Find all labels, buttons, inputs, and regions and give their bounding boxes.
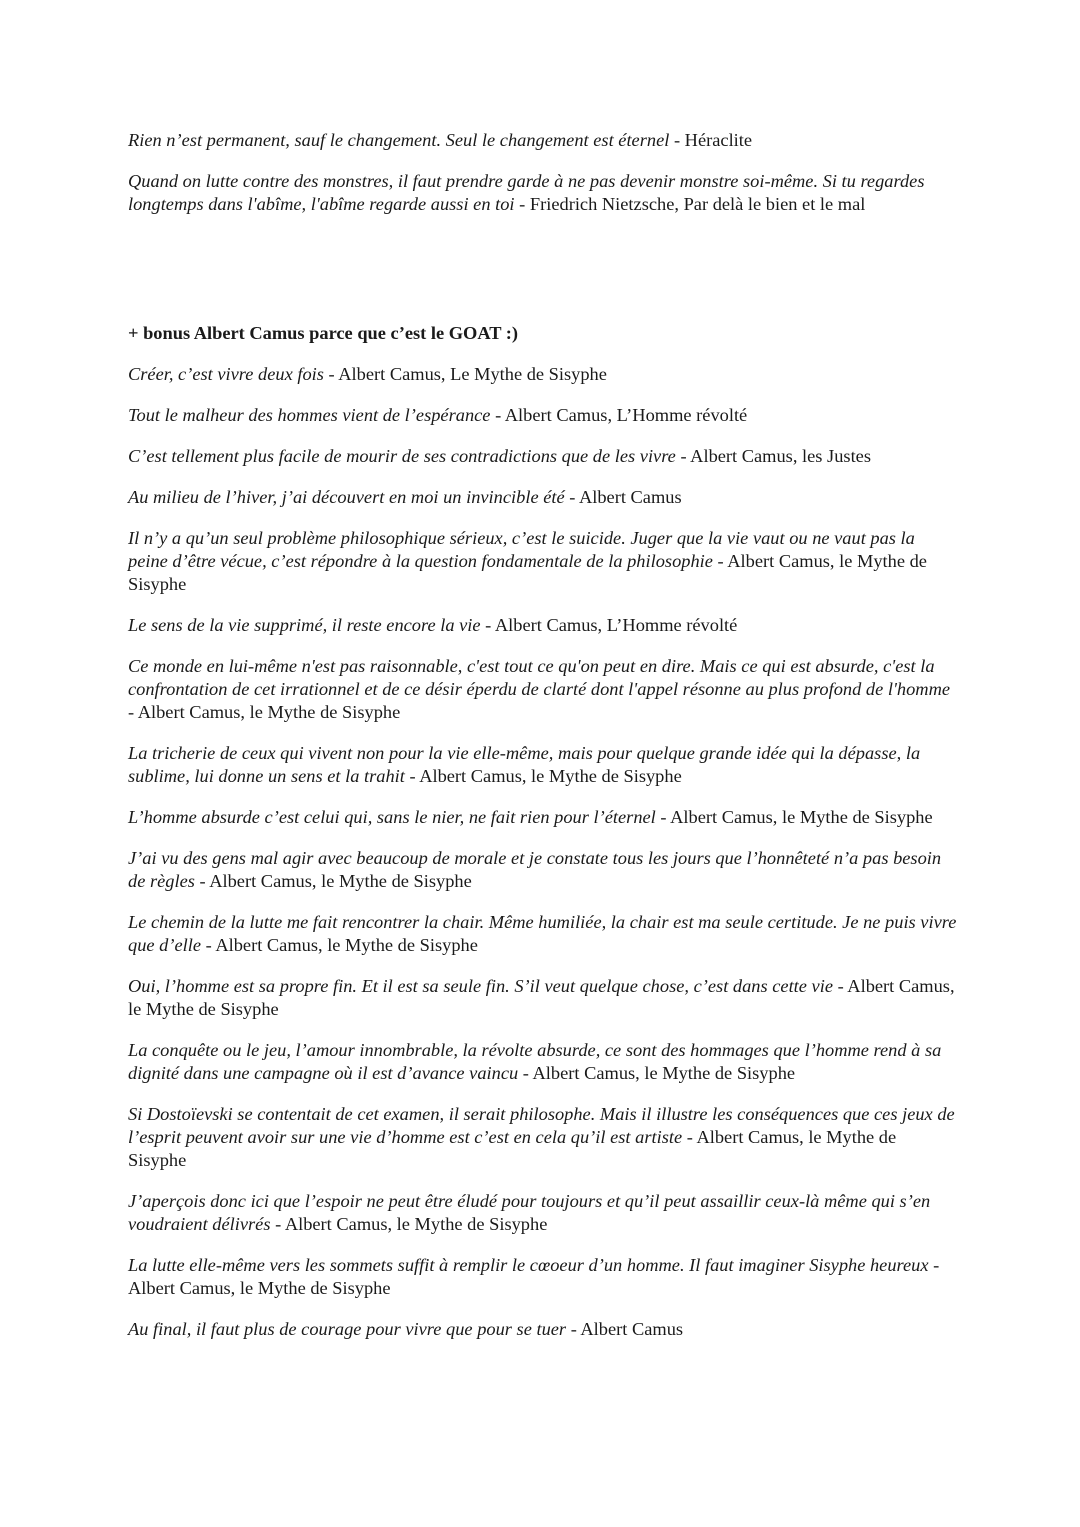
quote-text: La tricherie de ceux qui vivent non pour la vie elle-même, mais pour quelque grande idée qui la dépasse, la sublime, lui donne un sens et la trahit [128, 743, 921, 786]
quote-text: La conquête ou le jeu, l’amour innombrable, la révolte absurde, ce sont des hommages que l’homme rend à sa dignité dans une campagne où il est d’avance vaincu [128, 1040, 942, 1083]
quote-text: La lutte elle-même vers les sommets suffit à remplir le cœoeur d’un homme. Il faut imaginer Sisyphe heureux [128, 1255, 929, 1275]
quote-camus-13: La conquête ou le jeu, l’amour innombrable, la révolte absurde, ce sont des hommages que l’homme rend à sa dignité dans une campagne où il est d’avance vaincu - Albert Camus, le Mythe de Sisyphe [128, 1040, 942, 1083]
quote-source: Albert Camus, le Mythe de Sisyphe [137, 702, 401, 722]
quote-nietzsche: Quand on lutte contre des monstres, il faut prendre garde à ne pas devenir monstre soi-même. Si tu regardes longtemps dans l'abîme, l'abîme regarde aussi en toi - Friedrich Nietzsche, Par delà le bien et le mal [128, 171, 925, 214]
quote-text: Quand on lutte contre des monstres, il faut prendre garde à ne pas devenir monstre soi-même. Si tu regardes longtemps dans l'abîme, l'abîme regarde aussi en toi [128, 171, 925, 214]
quote-source: Albert Camus, le Mythe de Sisyphe [128, 1278, 391, 1298]
document-page [128, 129, 958, 1359]
quote-camus-7: Ce monde en lui-même n'est pas raisonnable, c'est tout ce qu'on peut en dire. Mais ce qui est absurde, c'est la confrontation de cet irrationnel et de ce désir éperdu de clarté dont l'appel résonne au plus profond de l'homme - Albert Camus, le Mythe de Sisyphe [128, 656, 951, 722]
quote-source: Albert Camus, le Mythe de Sisyphe [670, 807, 933, 827]
quote-text: Tout le malheur des hommes vient de l’espérance [128, 405, 491, 425]
quote-heraclite: Rien n’est permanent, sauf le changement. Seul le changement est éternel - Héraclite [128, 130, 753, 150]
quote-source: Albert Camus, le Mythe de Sisyphe [419, 766, 682, 786]
quote-camus-12: Oui, l’homme est sa propre fin. Et il est sa seule fin. S’il veut quelque chose, c’est dans cette vie - Albert Camus, le Mythe de Sisyphe [128, 976, 955, 1019]
quote-camus-4: Au milieu de l’hiver, j’ai découvert en moi un invincible été - Albert Camus [128, 487, 682, 507]
quote-camus-14: Si Dostoïevski se contentait de cet examen, il serait philosophe. Mais il illustre les conséquences que ces jeux de l’esprit peuvent avoir sur une vie d’homme est c’est en cela qu’il est artiste - Albert Camus, le Mythe de Sisyphe [128, 1104, 955, 1170]
quote-text: Il n’y a qu’un seul problème philosophique sérieux, c’est le suicide. Juger que la vie vaut ou ne vaut pas la peine d’être vécue, c’est répondre à la question fondamentale de la philosophie [128, 528, 915, 571]
quote-source: Albert Camus, le Mythe de Sisyphe [284, 1214, 548, 1234]
quote-source: Albert Camus, L’Homme révolté [494, 615, 738, 635]
quote-camus-3: C’est tellement plus facile de mourir de ses contradictions que de les vivre - Albert Camus, les Justes [128, 446, 871, 466]
quote-camus-5: Il n’y a qu’un seul problème philosophique sérieux, c’est le suicide. Juger que la vie vaut ou ne vaut pas la peine d’être vécue, c’est répondre à la question fondamentale de la philosophie - Albert Camus, le Mythe de Sisyphe [128, 528, 927, 594]
quote-source: Albert Camus, les Justes [690, 446, 871, 466]
quote-source: Albert Camus, le Mythe de Sisyphe [128, 1127, 897, 1170]
vertical-gap [128, 234, 958, 322]
quote-source: Héraclite [684, 130, 753, 150]
quote-source: Albert Camus [578, 487, 682, 507]
quote-source: Albert Camus, le Mythe de Sisyphe [209, 871, 472, 891]
quote-text: Créer, c’est vivre deux fois [128, 364, 324, 384]
quote-source: Albert Camus, le Mythe de Sisyphe [215, 935, 478, 955]
quote-source: Albert Camus [580, 1319, 684, 1339]
quote-camus-6: Le sens de la vie supprimé, il reste encore la vie - Albert Camus, L’Homme révolté [128, 615, 738, 635]
quote-source: Albert Camus, L’Homme révolté [504, 405, 748, 425]
quote-source: Albert Camus, le Mythe de Sisyphe [128, 551, 927, 594]
quote-camus-8: La tricherie de ceux qui vivent non pour la vie elle-même, mais pour quelque grande idée qui la dépasse, la sublime, lui donne un sens et la trahit - Albert Camus, le Mythe de Sisyphe [128, 743, 921, 786]
quote-text: Au milieu de l’hiver, j’ai découvert en moi un invincible été [128, 487, 565, 507]
quote-camus-15: J’aperçois donc ici que l’espoir ne peut être éludé pour toujours et qu’il peut assaillir ceux-là même qui s’en voudraient délivrés - Albert Camus, le Mythe de Sisyphe [128, 1191, 931, 1234]
quote-source: Albert Camus, le Mythe de Sisyphe [128, 976, 955, 1019]
quote-camus-10: J’ai vu des gens mal agir avec beaucoup de morale et je constate tous les jours que l’honnêteté n’a pas besoin de règles - Albert Camus, le Mythe de Sisyphe [128, 848, 942, 891]
quote-camus-2: Tout le malheur des hommes vient de l’espérance - Albert Camus, L’Homme révolté [128, 405, 748, 425]
quote-camus-9: L’homme absurde c’est celui qui, sans le nier, ne fait rien pour l’éternel - Albert Camus, le Mythe de Sisyphe [128, 807, 933, 827]
quote-text: Oui, l’homme est sa propre fin. Et il est sa seule fin. S’il veut quelque chose, c’est dans cette vie [128, 976, 833, 996]
quote-source: Friedrich Nietzsche, Par delà le bien et le mal [529, 194, 866, 214]
quote-camus-1: Créer, c’est vivre deux fois - Albert Camus, Le Mythe de Sisyphe [128, 364, 607, 384]
quote-text: L’homme absurde c’est celui qui, sans le nier, ne fait rien pour l’éternel [128, 807, 656, 827]
quote-text: Si Dostoïevski se contentait de cet examen, il serait philosophe. Mais il illustre les conséquences que ces jeux de l’esprit peuvent avoir sur une vie d’homme est c’est en cela qu’il est artiste [128, 1104, 955, 1147]
quote-text: Rien n’est permanent, sauf le changement. Seul le changement est éternel [128, 130, 670, 150]
quote-camus-16: La lutte elle-même vers les sommets suffit à remplir le cœoeur d’un homme. Il faut imaginer Sisyphe heureux - Albert Camus, le Mythe de Sisyphe [128, 1255, 940, 1298]
quote-text: Ce monde en lui-même n'est pas raisonnable, c'est tout ce qu'on peut en dire. Mais ce qui est absurde, c'est la confrontation de cet irrationnel et de ce désir éperdu de clarté dont l'appel résonne au plus profond de l'homme [128, 656, 951, 699]
quote-text: Le chemin de la lutte me fait rencontrer la chair. Même humiliée, la chair est ma seule certitude. Je ne puis vivre que d’elle [128, 912, 957, 955]
quote-source: Albert Camus, Le Mythe de Sisyphe [338, 364, 607, 384]
quote-text: Au final, il faut plus de courage pour vivre que pour se tuer [128, 1319, 567, 1339]
quote-camus-17: Au final, il faut plus de courage pour vivre que pour se tuer - Albert Camus [128, 1319, 684, 1339]
quote-text: C’est tellement plus facile de mourir de ses contradictions que de les vivre [128, 446, 676, 466]
bonus-heading: + bonus Albert Camus parce que c’est le GOAT :) [128, 323, 519, 343]
quote-text: Le sens de la vie supprimé, il reste encore la vie [128, 615, 481, 635]
quote-source: Albert Camus, le Mythe de Sisyphe [532, 1063, 796, 1083]
quote-camus-11: Le chemin de la lutte me fait rencontrer la chair. Même humiliée, la chair est ma seule certitude. Je ne puis vivre que d’elle - Albert Camus, le Mythe de Sisyphe [128, 912, 957, 955]
quote-text: J’aperçois donc ici que l’espoir ne peut être éludé pour toujours et qu’il peut assaillir ceux-là même qui s’en voudraient délivrés [128, 1191, 931, 1234]
quote-text: J’ai vu des gens mal agir avec beaucoup de morale et je constate tous les jours que l’honnêteté n’a pas besoin de règles [128, 848, 942, 891]
